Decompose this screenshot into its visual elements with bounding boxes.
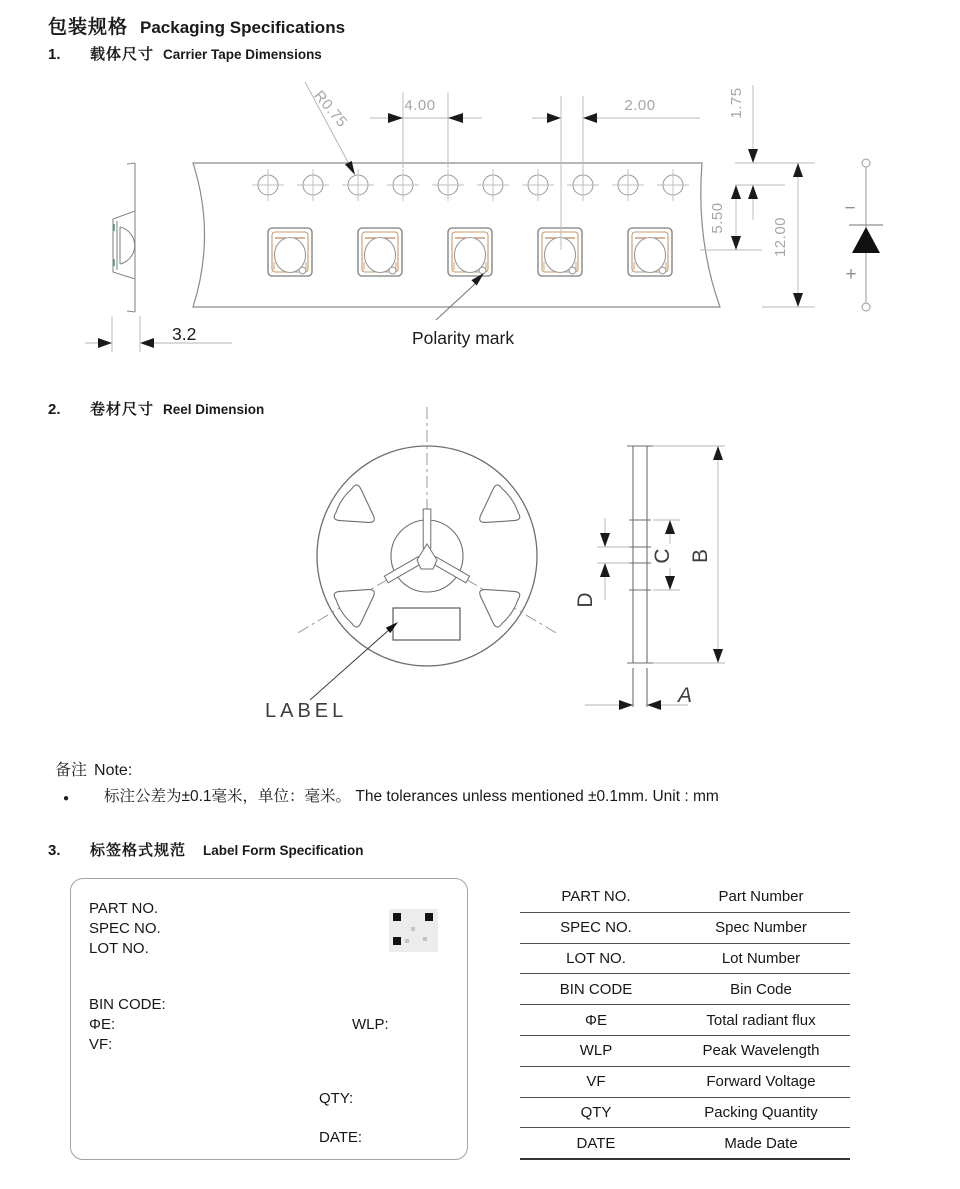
label-code-cell: LOT NO. [566, 949, 626, 967]
page-title-en: Packaging Specifications [140, 18, 346, 37]
table-row [520, 1005, 850, 1036]
label-code-cell: BIN CODE [559, 980, 633, 998]
label-mapping-table [520, 882, 850, 1160]
page-title [48, 12, 345, 39]
label-field-date: DATE: [319, 1129, 363, 1146]
table-row [520, 913, 850, 944]
label-field-spec-no: SPEC NO. [89, 920, 161, 937]
section-3-title-zh: 标签格式规范 [90, 842, 187, 859]
section-1-number: 1. [48, 46, 61, 63]
table-row [520, 1098, 850, 1129]
note-title-en: Note: [94, 762, 133, 779]
note-bullet-text: 标注公差为±0.1毫米，单位：毫米。 The tolerances unless mentioned ±0.1mm. Unit : mm [104, 788, 719, 805]
label-desc-cell: Packing Quantity [704, 1103, 818, 1121]
section-3-number: 3. [48, 842, 61, 859]
table-row [520, 1128, 850, 1160]
label-field-phi-e: ΦE: [89, 1016, 116, 1033]
note-heading [55, 757, 132, 780]
note-title-zh: 备注 [55, 762, 88, 779]
dimension-hole-radius [305, 82, 355, 175]
section-2-number: 2. [48, 401, 61, 418]
dimension-a [585, 684, 692, 710]
carrier-tape-drawing [0, 70, 960, 370]
dim-2-00-label: 2.00 [624, 97, 656, 114]
table-row [520, 944, 850, 975]
section-2-title-zh: 卷材尺寸 [90, 401, 155, 418]
polarity-mark-label: Polarity mark [412, 328, 515, 348]
section-3-title-en: Label Form Specification [203, 843, 364, 858]
label-field-bin-code: BIN CODE: [89, 996, 166, 1013]
section-1-heading [48, 43, 322, 64]
dimension-edge-to-hole [728, 85, 815, 220]
section-2-title-en: Reel Dimension [163, 402, 265, 417]
table-row [520, 882, 850, 913]
diode-plus-sign: + [845, 264, 857, 285]
dim-4-00-label: 4.00 [404, 97, 436, 114]
section-3-heading [48, 839, 364, 860]
label-desc-cell: Made Date [724, 1134, 798, 1152]
diode-symbol [844, 159, 883, 311]
dimension-c [651, 520, 680, 590]
note-bullet-row [55, 784, 915, 806]
label-example-box [70, 878, 468, 1160]
page-title-zh: 包装规格 [48, 17, 129, 38]
dim-3-2-label: 3.2 [172, 324, 197, 344]
label-field-lot-no: LOT NO. [89, 940, 149, 957]
reel-drawing [0, 400, 960, 760]
table-row [520, 1067, 850, 1098]
bullet-icon: ● [63, 793, 70, 804]
label-field-part-no: PART NO. [89, 900, 159, 917]
diode-triangle [852, 227, 880, 253]
reel-front-view [265, 407, 558, 722]
label-desc-cell: Lot Number [721, 949, 801, 967]
dim-r0-75-label: R0.75 [310, 87, 351, 131]
dim-12-00-label: 12.00 [772, 216, 789, 258]
section-1-title-en: Carrier Tape Dimensions [163, 47, 322, 62]
dim-1-75-label: 1.75 [728, 87, 745, 119]
table-row [520, 1036, 850, 1067]
label-desc-cell: Part Number [718, 888, 804, 906]
dim-c-label: C [651, 548, 674, 564]
tape-cross-section [113, 163, 135, 312]
label-code-cell: ΦE [585, 1011, 607, 1029]
table-row [520, 974, 850, 1005]
label-desc-cell: Peak Wavelength [702, 1042, 820, 1060]
qr-code [389, 909, 438, 952]
label-field-wlp: WLP: [352, 1016, 389, 1033]
section-1-title-zh: 载体尺寸 [90, 46, 155, 63]
label-field-vf: VF: [89, 1036, 113, 1053]
label-code-cell: PART NO. [561, 888, 631, 906]
dim-b-label: B [689, 548, 712, 564]
dimension-d [574, 518, 629, 608]
reel-side-view [627, 446, 653, 707]
dim-a-label: A [678, 684, 693, 707]
label-code-cell: VF [586, 1073, 606, 1091]
label-code-cell: SPEC NO. [560, 919, 632, 937]
dimension-hole-pitch [370, 92, 482, 168]
label-code-cell: DATE [576, 1134, 616, 1152]
reel-label-callout: LABEL [265, 700, 348, 722]
label-desc-cell: Total radiant flux [706, 1011, 816, 1029]
dimension-pocket-depth [85, 316, 232, 352]
label-desc-cell: Bin Code [730, 980, 792, 998]
dim-5-50-label: 5.50 [709, 202, 726, 234]
label-field-qty: QTY: [319, 1090, 354, 1107]
diode-minus-sign: − [844, 198, 856, 219]
label-desc-cell: Forward Voltage [706, 1073, 816, 1091]
reel-label-area [393, 608, 460, 640]
label-desc-cell: Spec Number [715, 919, 807, 937]
dim-d-label: D [574, 592, 597, 608]
label-code-cell: WLP [579, 1042, 613, 1060]
label-code-cell: QTY [580, 1103, 612, 1121]
